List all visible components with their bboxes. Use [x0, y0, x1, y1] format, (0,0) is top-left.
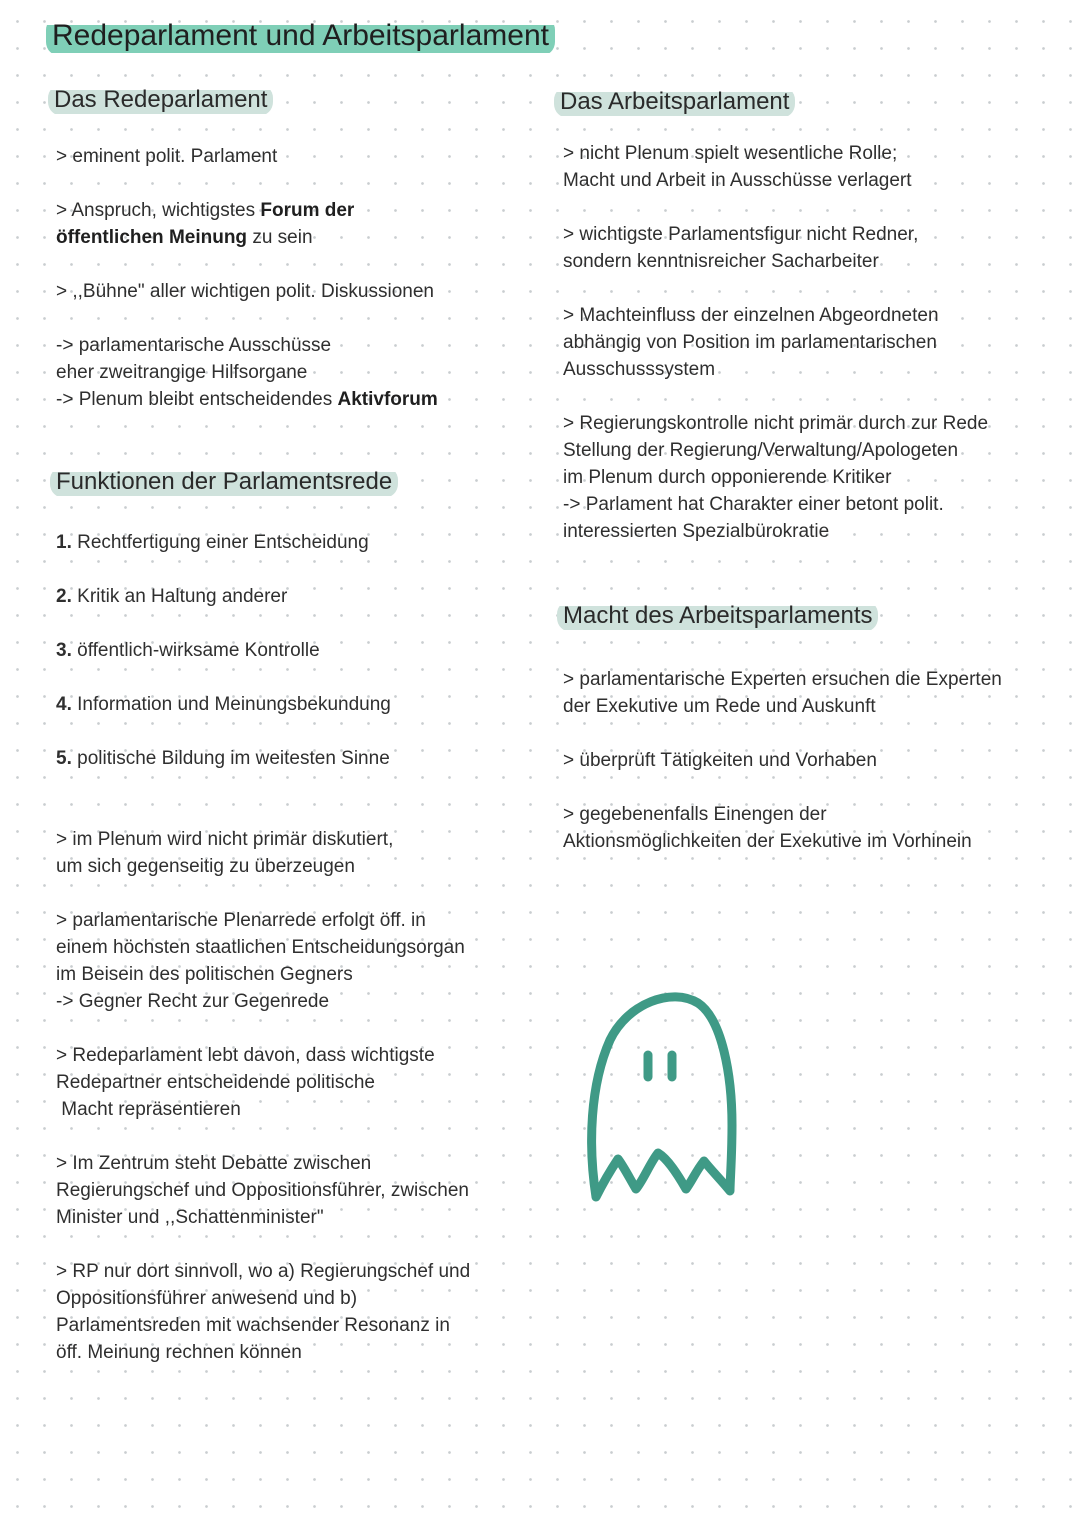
arbeitsparlament-point-3: > Machteinfluss der einzelnen Abgeordneten abhängig von Position im parlamentarischen Ausschusssystem: [563, 305, 939, 380]
point-4-line-3: -> Plenum bleibt entscheidendes: [56, 389, 338, 410]
macht-point-2: > überprüft Tätigkeiten und Vorhaben: [563, 750, 877, 771]
heading-macht-arbeitsparlament: Macht des Arbeitsparlaments: [557, 600, 878, 632]
page-title: Redeparlament und Arbeitsparlament: [46, 16, 555, 56]
note-redeparlament-lebt: > Redeparlament lebt davon, dass wichtigste Redepartner entscheidende politische Macht repräsentieren: [56, 1045, 435, 1120]
point-4-line-1: -> parlamentarische Ausschüsse: [56, 335, 332, 356]
arbeitsparlament-point-1: > nicht Plenum spielt wesentliche Rolle; Macht und Arbeit in Ausschüsse verlagert: [563, 143, 912, 191]
functions-item: 3. öffentlich-wirksame Kontrolle: [56, 640, 320, 661]
point-4-line-2: eher zweitrangige Hilfsorgane: [56, 362, 308, 383]
redeparlament-point-1: > eminent polit. Parlament: [56, 146, 278, 167]
point-4-line-3-bold: Aktivforum: [337, 389, 438, 410]
redeparlament-point-3: > ,,Bühne" aller wichtigen polit. Diskussionen: [56, 281, 434, 302]
functions-list: [56, 529, 391, 772]
functions-item: 1. Rechtfertigung einer Entscheidung: [56, 532, 369, 553]
arbeitsparlament-point-2: > wichtigste Parlamentsfigur nicht Redner, sondern kenntnisreicher Sacharbeiter: [563, 224, 919, 272]
redeparlament-point-2: [56, 197, 354, 251]
point-2-bold-b: öffentlichen Meinung: [56, 227, 248, 248]
functions-item: 2. Kritik an Haltung anderer: [56, 586, 288, 607]
point-2-text-b: zu sein: [247, 227, 313, 248]
ghost-icon: [580, 985, 750, 1215]
macht-point-1: > parlamentarische Experten ersuchen die Experten der Exekutive um Rede und Auskunft: [563, 669, 1002, 717]
heading-redeparlament: Das Redeparlament: [48, 84, 273, 116]
heading-arbeitsparlament: Das Arbeitsparlament: [554, 86, 795, 118]
functions-item: 5. politische Bildung im weitesten Sinne: [56, 748, 390, 769]
functions-item: 4. Information und Meinungsbekundung: [56, 694, 391, 715]
note-rp-sinnvoll: > RP nur dort sinnvoll, wo a) Regierungschef und Oppositionsführer anwesend und b) Parlamentsreden mit wachsender Resonanz in öff. Meinung rechnen können: [56, 1261, 471, 1363]
note-zentrum-debatte: > Im Zentrum steht Debatte zwischen Regierungschef und Oppositionsführer, zwischen Minister und ,,Schattenminister": [56, 1153, 469, 1228]
note-plenum: > im Plenum wird nicht primär diskutiert, um sich gegenseitig zu überzeugen: [56, 829, 394, 877]
arbeitsparlament-point-4: > Regierungskontrolle nicht primär durch zur Rede Stellung der Regierung/Verwaltung/Apologeten im Plenum durch opponierende Kritiker -> Parlament hat Charakter einer betont polit. interessierten Spezialbürokratie: [563, 413, 989, 542]
heading-funktionen: Funktionen der Parlamentsrede: [50, 466, 398, 498]
macht-point-3: > gegebenenfalls Einengen der Aktionsmöglichkeiten der Exekutive im Vorhinein: [563, 804, 972, 852]
point-2-text-a: > Anspruch, wichtigstes: [56, 200, 261, 221]
note-plenarrede: > parlamentarische Plenarrede erfolgt öff. in einem höchsten staatlichen Entscheidungsorgan im Beisein des politischen Gegners -> Gegner Recht zur Gegenrede: [56, 910, 465, 1012]
point-2-bold-a: Forum der: [260, 200, 355, 221]
redeparlament-point-4: [56, 332, 438, 413]
